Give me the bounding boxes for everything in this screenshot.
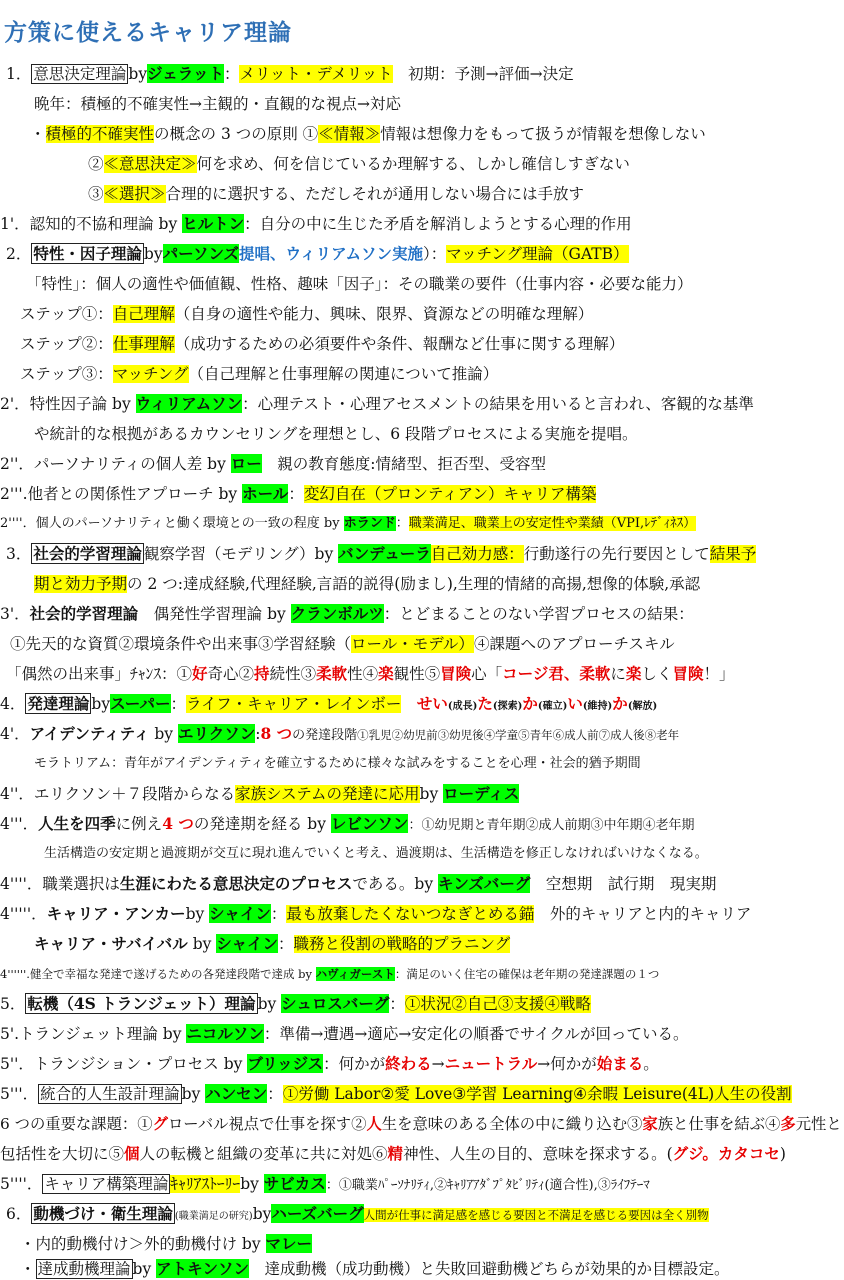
text-segment: 5'''． (0, 1085, 39, 1103)
text-line (30, 123, 706, 145)
text-segment: 社会的学習理論 (29, 604, 139, 623)
text-segment: 奇心② (207, 665, 255, 683)
text-line (0, 1113, 842, 1135)
text-segment: 合理的に選択する、ただしそれが通用しない場合には手放す (165, 185, 585, 203)
text-line (0, 903, 751, 925)
theory-name-box: 統合的人生設計理論 (40, 1085, 180, 1103)
text-segment: 8 つ (260, 724, 293, 743)
text-segment: 行動遂行の先行要因として (523, 545, 710, 563)
text-segment: 4'． (0, 725, 30, 743)
text-segment: 4． (0, 695, 26, 713)
text-segment: メリット・デメリット (239, 65, 393, 83)
text-segment: 達成動機（成功動機）と失敗回避動機どちらが効果的か目標設定。 (249, 1260, 730, 1278)
theory-name-box: 発達理論 (27, 694, 90, 713)
text-segment: by (252, 1205, 272, 1223)
text-line (0, 813, 694, 835)
text-segment: ≪情報≫ (318, 125, 381, 143)
text-segment: ≪選択≫ (103, 185, 166, 203)
text-segment: 家族システムの発達に応用 (235, 785, 420, 803)
text-segment: by (187, 935, 217, 953)
text-line (88, 183, 584, 205)
text-segment: の発達段階 (292, 728, 358, 743)
text-segment: 職業満足、職業上の安定性や業績（VPI,ﾚﾃﾞｨﾈｽ） (408, 516, 697, 531)
text-segment: 仕事理解 (112, 335, 175, 353)
text-segment: by (132, 1260, 157, 1278)
text-line (0, 1143, 786, 1165)
text-segment: 元性と (795, 1115, 842, 1133)
text-segment: 外的キャリアと内的キャリア (534, 905, 752, 923)
text-line (0, 513, 696, 535)
text-segment: モラトリアム：青年がアイデンティティを確立するために様々な試みをすることを心理・社会的猶予期間 (34, 756, 641, 771)
theorist-name: ホランド (343, 516, 396, 531)
text-segment: ・ (20, 1260, 36, 1278)
text-line (6, 663, 734, 685)
text-segment: ステップ①： (20, 305, 113, 323)
text-segment: 2''．パーソナリティの個人差 by (0, 455, 231, 473)
text-segment: 3． (6, 545, 32, 563)
text-segment: 空想期 試行期 現実期 (530, 875, 717, 893)
text-segment: by (91, 695, 111, 713)
text-segment: 個 (124, 1144, 140, 1163)
text-line (20, 363, 498, 385)
text-segment: 人の転機と組織の変革に共に対処⑥ (139, 1145, 388, 1163)
text-segment: ステップ②： (20, 335, 113, 353)
text-segment: by (185, 905, 210, 923)
text-segment: by (240, 1175, 264, 1193)
text-segment: 2'．特性因子論 by (0, 395, 136, 413)
text-segment: に例え (115, 815, 163, 833)
text-segment: by (143, 245, 163, 263)
text-segment: 積極的不確実性 (45, 125, 155, 143)
text-segment: 4''．エリクソン＋７段階からなる (0, 785, 236, 803)
text-segment: 心「 (471, 665, 503, 683)
text-segment: 2． (6, 245, 32, 263)
theorist-name: ブリッジス (247, 1054, 324, 1073)
text-line (0, 213, 632, 235)
text-segment: （自身の適性や能力、興味、限界、資源などの明確な理解） (174, 305, 594, 323)
text-segment: ： (267, 1085, 283, 1103)
text-segment: い (567, 694, 583, 713)
text-segment: 柔軟 (316, 664, 348, 683)
text-segment: （成功するための必須要件や条件、報酬など仕事に関する理解） (174, 335, 625, 353)
text-line (6, 1203, 709, 1225)
text-segment: ：準備→遭遇→適応→安定化の順番でサイクルが回っている。 (263, 1025, 689, 1043)
text-segment: 神性、人生の目的、意味を探求する。( (403, 1145, 673, 1163)
text-line (88, 153, 630, 175)
text-segment: キャリア・サバイバル (34, 934, 188, 953)
text-line (0, 603, 694, 625)
theorist-name: ホール (242, 484, 289, 503)
theorist-name: ヒルトン (182, 214, 245, 233)
text-segment: 生を意味のある全体の中に織り込む③ (381, 1115, 643, 1133)
theory-name-box: 達成動機理論 (37, 1260, 131, 1278)
text-segment: マッチング (112, 365, 189, 383)
text-line (20, 1233, 312, 1255)
theorist-name: マレー (265, 1234, 313, 1253)
text-segment: 続性③ (269, 665, 317, 683)
text-segment: 「偶然の出来事」ﾁｬﾝｽ：① (6, 665, 193, 683)
theorist-name: ロー (230, 454, 262, 473)
text-segment: か (522, 694, 538, 713)
text-segment: 2'''.他者との関係性アプローチ by (0, 485, 243, 503)
theorist-name: ハーズバーグ (271, 1204, 364, 1223)
text-segment: 冒険 (440, 664, 472, 683)
text-segment: ： (270, 905, 287, 923)
text-line (0, 693, 657, 715)
text-segment: ①先天的な資質②環境条件や出来事③学習経験（ (10, 635, 352, 653)
text-segment: 生活構造の安定期と過渡期が交互に現れ進んでいくと考え、過渡期は、生活構造を修正しなければいけなくなる。 (44, 846, 708, 861)
text-segment: 楽 (625, 664, 642, 683)
text-segment: ③ (88, 185, 104, 203)
theory-name-box: キャリア構築理論 (44, 1175, 169, 1193)
text-segment: ローバル視点で仕事を探す② (167, 1115, 367, 1133)
text-line (0, 873, 716, 895)
text-segment: ①労働 Labor②愛 Love③学習 Learning④余暇 Leisure(4L)人生の役割 (282, 1085, 792, 1103)
text-segment: 家 (642, 1115, 658, 1133)
text-segment: ：①幼児期と青年期②成人前期③中年期④老年期 (408, 818, 695, 833)
text-segment: 3'． (0, 605, 30, 623)
theorist-name: サビカス (263, 1174, 326, 1193)
text-segment: や統計的な根拠があるカウンセリングを理想とし、6 段階プロセスによる実施を提唱。 (34, 425, 638, 443)
text-segment: 親の教育態度:情緒型、拒否型、受容型 (261, 455, 546, 473)
text-segment: 族と仕事を結ぶ④ (657, 1115, 781, 1133)
text-segment: 何を求め、何を信じているか理解する、しかし確信しすぎない (196, 155, 630, 173)
text-segment: 結果予 (709, 545, 757, 563)
text-segment: 情報は想像力をもって扱うが情報を想像しない (380, 125, 706, 143)
text-segment: 5'.トランジェット理論 by (0, 1025, 187, 1043)
page-title: 方策に使えるキャリア理論 (4, 20, 292, 46)
text-line (0, 783, 519, 805)
text-segment: by (257, 995, 282, 1013)
text-line (0, 453, 546, 475)
theorist-name: ニコルソン (186, 1024, 264, 1043)
theorist-name: エリクソン (178, 724, 256, 743)
text-line (0, 1053, 659, 1075)
text-line (34, 573, 700, 595)
text-segment: である。by (352, 875, 439, 893)
text-segment: グジ。カタコセ (672, 1144, 780, 1163)
text-line (34, 933, 510, 955)
text-segment: ）： (423, 245, 447, 263)
theorist-name: ハヴィガースト (315, 967, 395, 981)
text-line (0, 993, 591, 1015)
text-segment: の概念の 3 つの原則 ① (154, 125, 319, 143)
text-segment: ：満足のいく住宅の確保は老年期の発達課題の１つ (394, 967, 660, 981)
text-segment: 始まる (596, 1054, 644, 1073)
text-segment: ： (389, 995, 405, 1013)
text-segment: by (181, 1085, 206, 1103)
text-line (20, 1258, 730, 1280)
text-segment: 変幻自在（プロンティアン）キャリア構築 (303, 485, 597, 503)
text-segment: (解放) (627, 701, 658, 712)
text-line (20, 303, 593, 325)
text-segment: （自己理解と仕事理解の関連について推論） (188, 365, 499, 383)
text-segment: by (419, 785, 444, 803)
text-segment: グ (152, 1115, 168, 1133)
text-segment: (確立) (537, 701, 568, 712)
theorist-name: シャイン (216, 934, 279, 953)
text-segment: 冒険 (672, 664, 704, 683)
text-segment: 最も放棄したくないつなぎとめる錨 (286, 905, 535, 923)
text-segment: 提唱、ウィリアムソン実施 (239, 244, 423, 263)
text-segment: 終わる (385, 1054, 432, 1073)
text-line (0, 1173, 650, 1195)
text-line (6, 243, 629, 265)
theorist-name: シュロスバーグ (281, 994, 390, 1013)
text-line (34, 423, 637, 445)
text-line (0, 723, 679, 745)
theory-name-box: 動機づけ・衛生理論 (33, 1204, 173, 1223)
text-segment: 楽 (378, 664, 394, 683)
text-segment: 5''．トランジション・プロセス by (0, 1055, 248, 1073)
text-segment: by (128, 65, 148, 83)
text-segment: 自己理解 (112, 305, 175, 323)
text-segment: ： (170, 695, 187, 713)
text-segment: ) (779, 1145, 786, 1163)
text-segment: 4'''''． (0, 905, 47, 923)
text-segment: せい (416, 694, 448, 713)
text-segment: 観察学習（モデリング）by (143, 545, 339, 563)
theorist-name: ウィリアムソン (135, 394, 243, 413)
text-segment: ： (395, 516, 409, 531)
text-segment: 4''''''.健全で幸福な発達で遂げるための各発達段階で達成 by (0, 967, 316, 981)
text-segment: ｷｬﾘｱｽﾄｰﾘｰ (170, 1175, 241, 1193)
theorist-name: キンズバーグ (438, 874, 531, 893)
text-segment: ロール・モデル） (351, 635, 474, 653)
text-segment: 自己効力感： (430, 545, 524, 563)
text-line (0, 483, 596, 505)
text-segment: 包括性を大切に⑤ (0, 1145, 125, 1163)
theorist-name: ハンセン (205, 1084, 268, 1103)
text-line (0, 393, 754, 415)
text-segment (401, 695, 417, 713)
theorist-name: バンデューラ (338, 544, 431, 563)
text-segment: ④課題へのアプローチスキル (473, 635, 675, 653)
text-line (0, 963, 659, 985)
text-segment: 柔軟 (579, 664, 611, 683)
text-segment: 1'．認知的不協和理論 by (0, 215, 183, 233)
text-segment: ①状況②自己③支援④戦略 (404, 995, 591, 1013)
text-segment: 精 (387, 1144, 404, 1163)
text-segment: た (477, 694, 493, 713)
text-segment: の発達期を経る by (193, 815, 331, 833)
text-segment: ② (88, 155, 104, 173)
text-line (6, 543, 756, 565)
text-segment: ： (278, 935, 294, 953)
text-segment: → (431, 1055, 445, 1073)
text-segment: ：心理テスト・心理アセスメントの結果を用いると言われ、客観的な基準 (242, 395, 754, 413)
text-segment: 人間が仕事に満足感を感じる要因と不満足を感じる要因は全く別物 (363, 1208, 709, 1222)
text-line (0, 1083, 792, 1105)
theorist-name: パーソンズ (162, 244, 239, 263)
text-segment: 5． (0, 995, 26, 1013)
text-segment: ：自分の中に生じた矛盾を解消しようとする心理的作用 (244, 215, 632, 233)
text-segment: 2''''．個人のパーソナリティと働く環境との一致の程度 by (0, 516, 344, 531)
text-segment: ： (288, 485, 304, 503)
text-segment: 性④ (347, 665, 379, 683)
text-segment: 好 (192, 664, 208, 683)
text-segment: ステップ③： (20, 365, 113, 383)
text-segment: ・内的動機付け＞外的動機付け by (20, 1235, 266, 1253)
text-segment: 6． (6, 1205, 32, 1223)
text-segment: 4 つ (162, 814, 194, 833)
theorist-name: スーパー (110, 694, 171, 713)
text-segment: : (255, 725, 261, 743)
text-segment: 観性⑤ (393, 665, 441, 683)
text-segment: 初期：予測→評価→決定 (392, 65, 574, 83)
text-segment: ①乳児②幼児前③幼児後④学童⑤青年⑥成人前⑦成人後⑧老年 (357, 728, 680, 742)
text-segment: ！」 (703, 665, 735, 683)
text-segment: 6 つの重要な課題：① (0, 1115, 153, 1133)
text-segment: か (612, 694, 628, 713)
text-segment: ：何かが (323, 1055, 386, 1073)
text-segment: (探索) (492, 701, 523, 712)
text-segment: 偶発性学習理論 by (138, 605, 291, 623)
text-line (6, 63, 574, 85)
text-line (0, 1023, 689, 1045)
text-segment: 4''''．職業選択は (0, 875, 120, 893)
theory-name-box: 社会的学習理論 (33, 544, 142, 563)
text-segment: 4'''． (0, 815, 39, 833)
text-line (10, 633, 675, 655)
text-line (34, 93, 401, 115)
text-segment: 多 (780, 1115, 796, 1133)
text-line (44, 843, 708, 865)
theorist-name: ジェラット (147, 64, 224, 83)
text-segment: に (610, 665, 626, 683)
text-segment: ：①職業ﾊﾟｰｿﾅﾘﾃｨ,②ｷｬﾘｱｱﾀﾞﾌﾟﾀﾋﾞﾘﾃｨ(適合性),③ﾗｲﾌﾃｰﾏ (325, 1178, 650, 1193)
text-segment: 生涯にわたる意思決定のプロセス (119, 874, 353, 893)
theory-name-box: 意思決定理論 (33, 65, 127, 83)
text-segment: の 2 つ:達成経験,代理経験,言語的説得(励まし),生理的情緒的高揚,想像的体験,承認 (127, 575, 701, 593)
text-segment: ・ (30, 125, 46, 143)
text-segment: 期と効力予期 (34, 575, 128, 593)
text-segment: 1． (6, 65, 32, 83)
theorist-name: クランボルツ (290, 604, 384, 623)
text-line (26, 273, 693, 295)
text-segment: 。 (643, 1055, 659, 1073)
text-segment: (職業満足の研究) (174, 1211, 253, 1222)
theory-name-box: 転機（4S トランジェット）理論 (27, 994, 256, 1013)
text-segment: マッチング理論（GATB） (446, 245, 629, 263)
text-line (20, 333, 624, 355)
text-segment: →何かが (537, 1055, 597, 1073)
text-segment: 「特性」：個人の適性や価値観、性格、趣味「因子」：その職業の要件（仕事内容・必要な能力） (26, 275, 693, 293)
text-segment: ： (223, 65, 240, 83)
theorist-name: レビンソン (330, 814, 409, 833)
text-segment: 晩年：積極的不確実性→主観的・直観的な視点→対応 (34, 95, 401, 113)
theorist-name: シャイン (209, 904, 271, 923)
text-segment: ≪意思決定≫ (103, 155, 197, 173)
text-segment: ニュートラル (444, 1054, 538, 1073)
text-segment: ライフ・キャリア・レインボー (186, 695, 402, 713)
text-segment: しく (641, 665, 673, 683)
text-segment: by (149, 725, 178, 743)
text-segment: (成長) (447, 701, 478, 712)
text-segment: キャリア・アンカー (46, 904, 186, 923)
text-segment: (維持) (582, 701, 613, 712)
text-segment: 職務と役割の戦略的プラニング (293, 935, 511, 953)
theorist-name: アトキンソン (156, 1259, 249, 1278)
text-segment: 人 (366, 1115, 382, 1133)
text-segment: 人生を四季 (38, 814, 116, 833)
text-line (34, 753, 641, 775)
theorist-name: ローディス (443, 784, 520, 803)
text-segment: アイデンティティ (29, 724, 150, 743)
text-segment: コージ君、 (502, 664, 580, 683)
text-segment: 5''''． (0, 1175, 43, 1193)
text-segment: ：とどまることのない学習プロセスの結果： (383, 605, 694, 623)
text-segment: 持 (254, 664, 270, 683)
theory-name-box: 特性・因子理論 (33, 244, 142, 263)
